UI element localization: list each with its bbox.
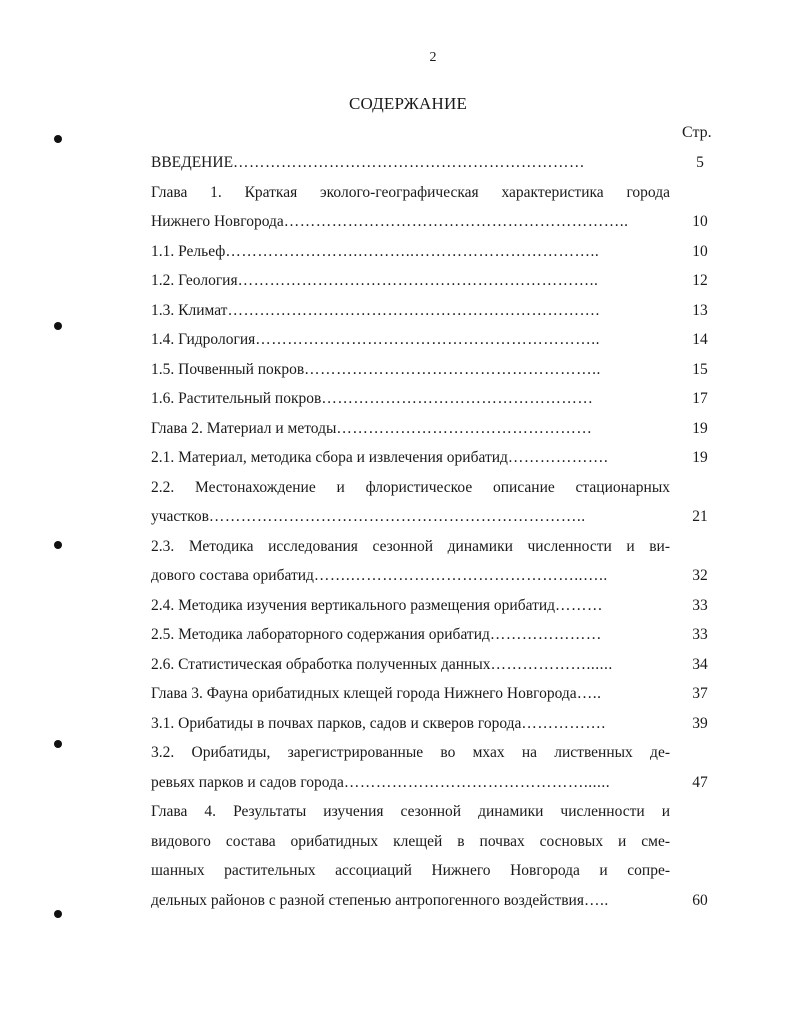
toc-leader-dots: ……………………………………………………….. <box>255 331 600 348</box>
toc-page-number: 60 <box>692 891 708 909</box>
toc-entry-text: ревьях парков и садов города <box>151 773 344 791</box>
toc-entry-line <box>151 153 670 173</box>
toc-entry-text: 2.3. Методика исследования сезонной динамики численности и ви- <box>151 537 670 555</box>
toc-entry-line <box>151 714 670 734</box>
toc-page-number: 15 <box>692 360 708 378</box>
toc-entry-text: 2.6. Статистическая обработка полученных данных <box>151 655 491 673</box>
toc-entry-line <box>151 684 670 704</box>
toc-page-number: 17 <box>692 390 708 407</box>
toc-page-number: 12 <box>692 272 708 289</box>
toc-entry-line <box>151 242 670 262</box>
toc-page-number: 33 <box>692 596 708 614</box>
toc-entry-text: 1.4. Гидрология <box>151 331 256 348</box>
page-number: 2 <box>429 50 437 65</box>
toc-page-number: 10 <box>692 213 708 230</box>
page-column-header: Стр. <box>682 124 712 141</box>
toc-entry-text: 1.3. Климат <box>151 301 228 319</box>
toc-entry-line <box>151 301 670 321</box>
toc-entry-text: 1.5. Почвенный покров <box>151 360 305 378</box>
toc-entry-line <box>151 802 670 822</box>
toc-leader-dots: ……………. <box>521 714 606 732</box>
toc-leader-dots: ….. <box>576 685 602 702</box>
toc-leader-dots: ………………………………………………………… <box>233 154 586 171</box>
toc-entry-line <box>151 655 670 675</box>
toc-leader-dots: ………………………………………………………….. <box>237 272 599 289</box>
toc-title: СОДЕРЖАНИЕ <box>348 94 468 113</box>
toc-entry-line <box>151 212 670 232</box>
toc-page-number: 33 <box>692 626 708 643</box>
toc-entry-text: Глава 2. Материал и методы <box>151 419 337 437</box>
toc-entry-text: 2.4. Методика изучения вертикального размещения орибатид <box>151 596 556 614</box>
toc-leader-dots: ………………. <box>507 449 609 466</box>
toc-page-number: 10 <box>692 242 708 260</box>
toc-entry-line <box>151 448 670 468</box>
toc-entry-line <box>151 773 670 793</box>
toc-page-number: 14 <box>692 331 708 348</box>
toc-entry-line <box>151 507 670 527</box>
toc-entry-text: 3.1. Орибатиды в почвах парков, садов и скверов города <box>151 714 522 732</box>
toc-entry-text: 1.1. Рельеф <box>151 242 226 260</box>
toc-entry-text: видового состава орибатидных клещей в почвах сосновых и сме- <box>151 832 670 850</box>
toc-entry-line <box>151 419 670 439</box>
toc-leader-dots: ……………………………………………………………. <box>227 301 600 319</box>
toc-entry-line <box>151 360 670 380</box>
toc-page-number: 21 <box>692 508 708 525</box>
toc-entry-text: Глава 3. Фауна орибатидных клещей города Нижнего Новгорода <box>151 685 577 702</box>
toc-entry-line <box>151 861 670 881</box>
toc-page-number: 32 <box>692 567 708 584</box>
toc-leader-dots: ………………...... <box>490 655 613 673</box>
toc-entry-line <box>151 537 670 557</box>
toc-entry-line <box>151 743 670 763</box>
toc-page-number: 19 <box>692 419 708 437</box>
toc-leader-dots: …………………………………………………………….. <box>208 508 586 525</box>
toc-entry-line <box>151 891 670 911</box>
toc-leader-dots: ……………………………………………….. <box>304 360 601 378</box>
toc-entry-line <box>151 183 670 203</box>
toc-page-number: 47 <box>692 773 708 791</box>
toc-page-number: 39 <box>692 714 708 732</box>
toc-entry-text: дельных районов с разной степенью антропогенного воздействия <box>151 891 584 909</box>
toc-leader-dots: …….……………………………………..….. <box>313 567 608 584</box>
toc-entry-line <box>151 271 670 291</box>
toc-entry-line <box>151 330 670 350</box>
toc-entry-text: 2.1. Материал, методика сбора и извлечения орибатид <box>151 449 508 466</box>
toc-leader-dots: ………………………………………...... <box>343 773 611 791</box>
toc-entry-line <box>151 566 670 586</box>
toc-leader-dots: ……… <box>555 596 604 614</box>
toc-entry-line <box>151 596 670 616</box>
toc-page-number: 37 <box>692 685 708 702</box>
toc-entry-text: ВВЕДЕНИЕ <box>151 154 234 171</box>
toc-leader-dots: ….. <box>583 891 609 909</box>
toc-entry-text: участков <box>151 508 209 525</box>
toc-entry-text: 1.6. Растительный покров <box>151 390 322 407</box>
toc-leader-dots: ………………………………………… <box>336 419 593 437</box>
toc-leader-dots: ………………… <box>489 626 602 643</box>
toc-page-number: 19 <box>692 449 708 466</box>
toc-entry-text: 2.2. Местонахождение и флористическое описание стационарных <box>151 478 670 496</box>
toc-entry-line <box>151 832 670 852</box>
toc-leader-dots: ……………………………………………………….. <box>283 213 629 230</box>
toc-entry-text: 3.2. Орибатиды, зарегистрированные во мхах на лиственных де- <box>151 744 670 761</box>
toc-entry-text: шанных растительных ассоциаций Нижнего Новгорода и сопре- <box>151 862 670 879</box>
toc-page-number: 13 <box>692 301 708 319</box>
toc-entry-text: Глава 1. Краткая эколого-географическая характеристика города <box>151 183 670 201</box>
toc-entry-text: дового состава орибатид <box>151 567 314 584</box>
toc-page-number: 34 <box>692 655 708 673</box>
toc-entry-line <box>151 389 670 409</box>
toc-leader-dots: …………………………………………… <box>321 390 594 407</box>
toc-entry-line <box>151 478 670 498</box>
toc-page-number: 5 <box>696 154 704 171</box>
toc-entry-text: 1.2. Геология <box>151 272 238 289</box>
toc-entry-text: Нижнего Новгорода <box>151 213 284 230</box>
toc-entry-text: 2.5. Методика лабораторного содержания орибатид <box>151 626 490 643</box>
toc-leader-dots: …………………….………..…………………………….. <box>225 242 600 260</box>
toc-entry-line <box>151 625 670 645</box>
toc-entry-text: Глава 4. Результаты изучения сезонной динамики численности и <box>151 803 670 820</box>
